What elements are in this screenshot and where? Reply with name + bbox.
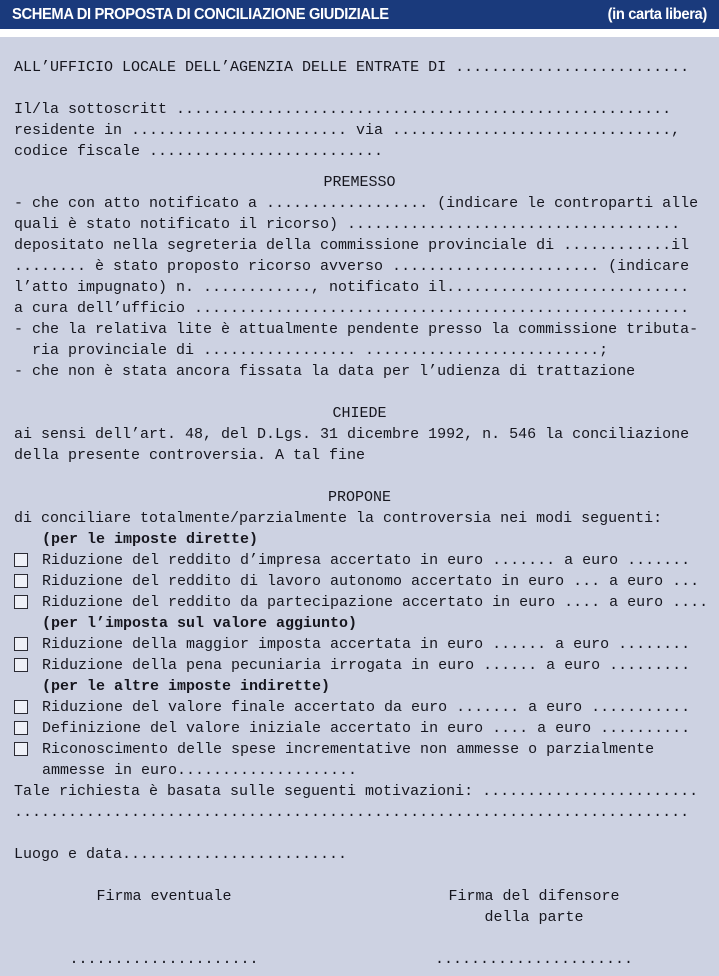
checkbox[interactable] [14, 595, 28, 609]
checkbox-item-spese-continuation: ammesse in euro.................... [42, 762, 358, 779]
spacer [14, 162, 705, 172]
checkbox-label: Riconoscimento delle spese incrementative non ammesse o parzialmente [42, 741, 655, 758]
premesso-line: depositato nella segreteria della commissione provinciale di ............il [14, 237, 690, 254]
checkbox-item [14, 718, 705, 739]
checkbox-item-spese [14, 739, 705, 760]
checkbox[interactable] [14, 658, 28, 672]
signature-left-dots: ..................... [69, 951, 259, 968]
checkbox-item [14, 550, 705, 571]
section-heading-chiede: CHIEDE [332, 405, 387, 422]
premesso-lines [14, 193, 705, 382]
checkbox-item [14, 655, 705, 676]
checkbox-label: Riduzione della pena pecuniaria irrogata in euro ...... a euro ......... [42, 657, 691, 674]
spacer [14, 823, 705, 844]
premesso-line: l’atto impugnato) n. ............, notificato il........................... [14, 279, 690, 296]
checkbox-item [14, 634, 705, 655]
page-title: SCHEMA DI PROPOSTA DI CONCILIAZIONE GIUDIZIALE [12, 5, 389, 23]
checkbox[interactable] [14, 637, 28, 651]
checkbox-label: Riduzione del reddito di lavoro autonomo accertato in euro ... a euro ... [42, 573, 700, 590]
section-heading-propone: PROPONE [327, 489, 391, 506]
signature-row [14, 886, 705, 970]
signature-left [14, 886, 314, 970]
motivazioni-lines [14, 781, 705, 823]
spacer [374, 928, 694, 949]
checkbox-label: Riduzione della maggior imposta accertata in euro ...... a euro ........ [42, 636, 691, 653]
group-label-iva: (per l’imposta sul valore aggiunto) [42, 615, 358, 632]
group-label-imposte-dirette: (per le imposte dirette) [42, 531, 259, 548]
checkbox[interactable] [14, 721, 28, 735]
title-bar [0, 0, 719, 29]
premesso-line: a cura dell’ufficio ....................................................... [14, 300, 690, 317]
document-sheet [0, 37, 719, 976]
premesso-line: ria provinciale di ................. ..........................; [14, 342, 609, 359]
checkbox[interactable] [14, 553, 28, 567]
section-heading-premesso: PREMESSO [323, 174, 396, 191]
spacer [14, 382, 705, 403]
signature-right-label-1: Firma del difensore [448, 888, 620, 905]
chiede-line: ai sensi dell’art. 48, del D.Lgs. 31 dicembre 1992, n. 546 la conciliazione [14, 426, 690, 443]
checkbox[interactable] [14, 742, 28, 756]
carta-libera-note: (in carta libera) [607, 5, 707, 23]
address-line: ALL’UFFICIO LOCALE DELL’AGENZIA DELLE ENTRATE DI .......................... [14, 59, 690, 76]
spacer [14, 865, 705, 886]
checkbox-item [14, 571, 705, 592]
party-line: codice fiscale .......................... [14, 143, 384, 160]
spacer [14, 466, 705, 487]
checkbox[interactable] [14, 574, 28, 588]
motivazioni-line: ........................................................................... [14, 804, 690, 821]
propone-intro: di conciliare totalmente/parzialmente la controversia nei modi seguenti: [14, 510, 663, 527]
party-lines [14, 99, 705, 162]
signature-left-label: Firma eventuale [96, 888, 232, 905]
motivazioni-line: Tale richiesta è basata sulle seguenti motivazioni: ........................ [14, 783, 699, 800]
checkbox-label: Riduzione del reddito da partecipazione accertato in euro .... a euro .... [42, 594, 709, 611]
chiede-lines [14, 424, 705, 466]
spacer [14, 928, 314, 949]
signature-right [374, 886, 694, 970]
premesso-line: - che non è stata ancora fissata la data per l’udienza di trattazione [14, 363, 636, 380]
checkbox-group-iva [14, 634, 705, 676]
checkbox-group-altre-imposte [14, 697, 705, 739]
checkbox-label: Riduzione del reddito d’impresa accertato in euro ....... a euro ....... [42, 552, 691, 569]
signature-right-label-2: della parte [484, 909, 584, 926]
spacer [14, 907, 314, 928]
premesso-line: quali è stato notificato il ricorso) ..................................... [14, 216, 681, 233]
premesso-line: - che la relativa lite è attualmente pendente presso la commissione tributa- [14, 321, 699, 338]
premesso-line: - che con atto notificato a .................. (indicare le controparti alle [14, 195, 699, 212]
signature-right-dots: ...................... [434, 951, 634, 968]
party-line: residente in ........................ via ..............................., [14, 122, 681, 139]
checkbox-item [14, 697, 705, 718]
checkbox[interactable] [14, 700, 28, 714]
checkbox-item [14, 592, 709, 613]
luogo-e-data-line: Luogo e data......................... [14, 846, 348, 863]
checkbox-label: Definizione del valore iniziale accertato in euro .... a euro .......... [42, 720, 691, 737]
group-label-altre-imposte: (per le altre imposte indirette) [42, 678, 331, 695]
spacer [14, 78, 705, 99]
premesso-line: ........ è stato proposto ricorso avverso ....................... (indicare [14, 258, 690, 275]
chiede-line: della presente controversia. A tal fine [14, 447, 366, 464]
checkbox-group-imposte-dirette [14, 550, 709, 613]
checkbox-label: Riduzione del valore finale accertato da euro ....... a euro ........... [42, 699, 691, 716]
party-line: Il/la sottoscritt ....................................................... [14, 101, 672, 118]
